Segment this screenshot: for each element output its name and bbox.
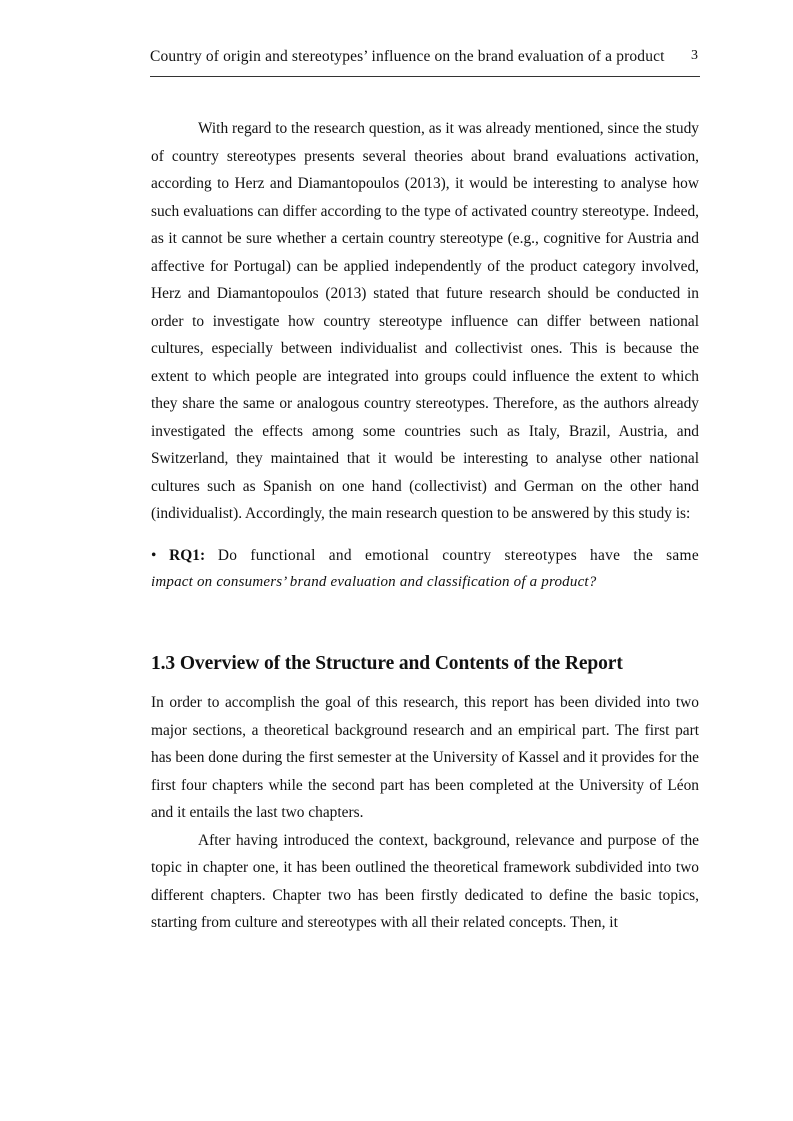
running-header: [150, 48, 700, 77]
paragraph-research-question-intro: With regard to the research question, as it was already mentioned, since the study of country stereotypes presents several theories about brand evaluations activation, according to Herz and Diamantopoulos (2013), it would be interesting to analyse how such evaluations can differ according to the type of activated country stereotype. Indeed, as it cannot be sure whether a certain country stereotype (e.g., cognitive for Austria and affective for Portugal) can be applied independently of the product category involved, Herz and Diamantopoulos (2013) stated that future research should be conducted in order to investigate how country stereotype influence can differ between national cultures, especially between individualist and collectivist ones. This is because the extent to which people are integrated into groups could influence the extent to which they share the same or analogous country stereotypes. Therefore, as the authors already investigated the effects among some countries such as Italy, Brazil, Austria, and Switzerland, they maintained that it would be interesting to analyse other national cultures such as Spanish on one hand (collectivist) and German on the other hand (individualist). Accordingly, the main research question to be answered by this study is:: [151, 120, 699, 522]
rq-text-line2: impact on consumers’ brand evaluation and classification of a product?: [151, 574, 597, 590]
rq-label: RQ1:: [169, 546, 206, 564]
paragraph-chapters: After having introduced the context, background, relevance and purpose of the topic in chapter one, it has been outlined the theoretical framework subdivided into two different chapters. Chapter two has been firstly dedicated to define the basic topics, starting from culture and stereotypes with all their related concepts. Then, it: [151, 831, 699, 931]
bullet: •: [151, 546, 157, 564]
header-title: Country of origin and stereotypes’ influence on the brand evaluation of a product: [150, 48, 665, 65]
rq-text-line1: Do functional and emotional country stereotypes have the same: [217, 546, 699, 564]
research-question: [151, 542, 699, 570]
section-heading: 1.3 Overview of the Structure and Contents of the Report: [151, 653, 623, 674]
page-number: 3: [691, 48, 698, 63]
paragraph-overview: In order to accomplish the goal of this research, this report has been divided into two major sections, a theoretical background research and an empirical part. The first part has been done during the first semester at the University of Kassel and it provides for the first four chapters while the second part has been completed at the University of Léon and it entails the last two chapters.: [151, 694, 699, 821]
body-text: [151, 115, 699, 937]
